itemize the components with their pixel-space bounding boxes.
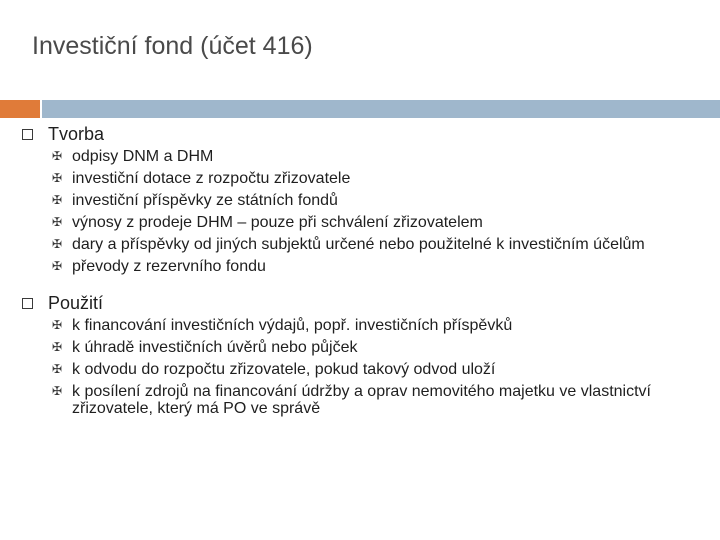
list-item-text: k úhradě investičních úvěrů nebo půjček [72,339,358,356]
section-tvorba [20,122,710,275]
list-item [20,258,710,275]
list-item-text: výnosy z prodeje DHM – pouze při schválení zřizovatelem [72,214,483,231]
section-heading-text: Tvorba [48,124,105,144]
cross-bullet-icon: ✠ [52,149,63,163]
list-item-text: převody z rezervního fondu [72,258,266,275]
cross-bullet-icon: ✠ [52,384,63,398]
list-item-text: dary a příspěvky od jiných subjektů určené nebo použitelné k investičním účelům [72,236,645,253]
list-item-text: k posílení zdrojů na financování údržby a oprav nemovitého majetku ve vlastnictví zřizovatele, který má PO ve správě [72,383,651,417]
slide-title: Investiční fond (účet 416) [32,32,313,60]
cross-bullet-icon: ✠ [52,318,63,332]
list-item-text: k financování investičních výdajů, popř. investičních příspěvků [72,317,513,334]
accent-bar [0,100,40,118]
title-underline-bar [42,100,720,118]
list-item [20,339,710,356]
list-item [20,383,710,417]
list-item-text: odpisy DNM a DHM [72,148,214,165]
list-item [20,214,710,231]
cross-bullet-icon: ✠ [52,193,63,207]
section-heading [20,122,710,146]
cross-bullet-icon: ✠ [52,171,63,185]
square-bullet-icon [22,298,33,309]
cross-bullet-icon: ✠ [52,259,63,273]
sub-list [20,317,710,417]
list-item [20,317,710,334]
square-bullet-icon [22,129,33,140]
section-heading-text: Použití [48,293,104,313]
cross-bullet-icon: ✠ [52,237,63,251]
list-item [20,148,710,165]
list-item [20,361,710,378]
section-heading [20,291,710,315]
list-item-text: investiční dotace z rozpočtu zřizovatele [72,170,351,187]
cross-bullet-icon: ✠ [52,362,63,376]
cross-bullet-icon: ✠ [52,340,63,354]
list-item-text: k odvodu do rozpočtu zřizovatele, pokud takový odvod uloží [72,361,496,378]
sub-list [20,148,710,275]
slide-content [20,122,710,422]
list-item [20,170,710,187]
list-item [20,236,710,253]
section-pouziti [20,291,710,417]
list-item-text: investiční příspěvky ze státních fondů [72,192,338,209]
cross-bullet-icon: ✠ [52,215,63,229]
list-item [20,192,710,209]
